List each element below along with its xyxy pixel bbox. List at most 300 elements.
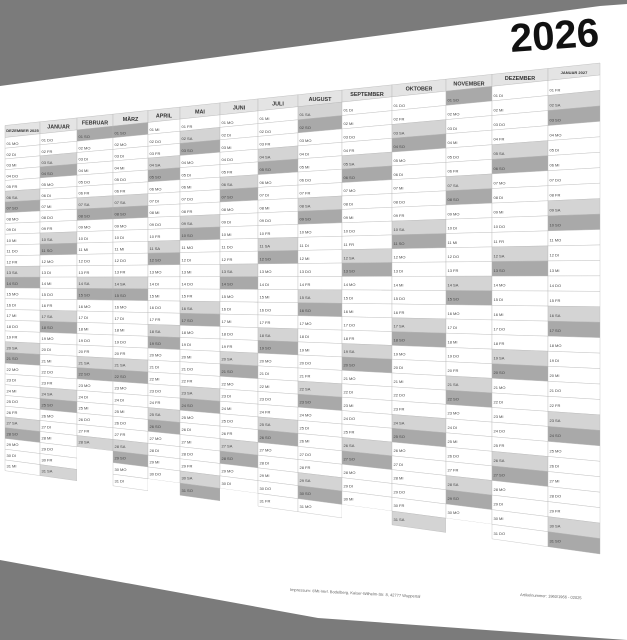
- day-label: 23 SA: [549, 418, 561, 424]
- day-label: 15 FR: [181, 293, 193, 299]
- day-label: 12 FR: [6, 259, 18, 265]
- day-label: 08 MI: [259, 205, 270, 211]
- day-label: 13 FR: [447, 268, 459, 274]
- day-label: 05 MO: [393, 158, 406, 164]
- day-label: 20 FR: [447, 367, 459, 373]
- calendar-grid: [5, 63, 600, 554]
- day-label: 24 DO: [343, 416, 356, 422]
- day-label: 02 MO: [78, 145, 91, 151]
- day-label: 01 FR: [181, 123, 193, 129]
- day-label: 09 MO: [114, 223, 127, 229]
- day-label: 02 SA: [181, 135, 193, 141]
- day-label: 28 SA: [447, 481, 459, 487]
- day-label: 09 FR: [393, 213, 405, 219]
- day-label: 01 SO: [447, 97, 459, 103]
- day-label: 06 SA: [6, 194, 18, 200]
- day-label: 10 SO: [181, 233, 193, 239]
- day-label: 02 MI: [343, 121, 354, 127]
- day-label: 09 DI: [6, 227, 17, 233]
- day-label: 23 DO: [259, 396, 272, 402]
- day-label: 23 DI: [221, 393, 232, 399]
- day-label: 09 SO: [299, 216, 311, 222]
- day-label: 30 FR: [41, 457, 53, 463]
- day-label: 01 MO: [6, 141, 19, 147]
- day-label: 20 FR: [114, 350, 126, 356]
- day-label: 05 FR: [6, 184, 18, 190]
- day-label: 20 MO: [149, 352, 162, 358]
- month-label: JUNI: [232, 105, 246, 112]
- day-label: 02 SO: [299, 125, 311, 131]
- day-label: 24 SA: [393, 420, 405, 426]
- day-label: 26 MI: [299, 438, 310, 444]
- day-label: 27 SO: [493, 472, 505, 478]
- day-label: 14 DI: [259, 281, 270, 287]
- month-label: DEZEMBER 2025: [6, 128, 39, 134]
- day-label: 06 SO: [343, 174, 355, 180]
- day-label: 22 SO: [447, 396, 459, 402]
- day-label: 14 SO: [221, 281, 233, 287]
- day-label: 17 DO: [493, 326, 506, 332]
- day-label: 11 DI: [299, 242, 309, 248]
- day-label: 24 SO: [549, 433, 561, 439]
- day-label: 17 SA: [41, 314, 53, 320]
- day-label: 26 DO: [114, 420, 127, 426]
- day-label: 16 FR: [41, 303, 53, 309]
- day-label: 10 DI: [78, 235, 89, 241]
- day-label: 15 SO: [78, 292, 90, 298]
- day-label: 13 FR: [114, 269, 126, 275]
- day-label: 22 DO: [393, 392, 406, 398]
- day-label: 01 SA: [299, 112, 311, 118]
- day-label: 24 SA: [41, 391, 53, 397]
- day-label: 22 DI: [343, 389, 354, 395]
- day-label: 05 FR: [221, 169, 233, 175]
- day-label: 18 MO: [181, 330, 194, 336]
- month-column: [220, 99, 258, 506]
- day-label: 10 DO: [343, 228, 356, 234]
- day-label: 16 MO: [114, 304, 127, 310]
- day-label: 14 MI: [393, 282, 404, 288]
- day-label: 22 MO: [221, 381, 234, 387]
- day-label: 17 MI: [6, 313, 17, 319]
- month-column: [258, 95, 298, 512]
- day-label: 13 MI: [181, 269, 192, 275]
- day-label: 07 FR: [299, 190, 311, 196]
- day-label: 18 MI: [78, 326, 89, 332]
- month-column: [77, 114, 113, 486]
- month-column: [5, 122, 40, 476]
- day-label: 30 MO: [114, 466, 127, 472]
- day-label: 28 SA: [78, 439, 90, 445]
- day-label: 20 MI: [181, 354, 192, 360]
- day-label: 12 SO: [259, 256, 271, 262]
- day-label: 28 DI: [259, 460, 270, 466]
- day-label: 13 MO: [149, 269, 162, 275]
- day-label: 27 MI: [549, 478, 560, 484]
- day-label: 20 MI: [549, 373, 560, 379]
- day-label: 03 FR: [149, 150, 161, 156]
- day-label: 25 MI: [78, 405, 89, 411]
- day-label: 21 SA: [78, 360, 90, 366]
- day-label: 13 FR: [78, 269, 90, 275]
- day-label: 11 FR: [493, 238, 505, 244]
- month-label: DEZEMBER: [504, 75, 536, 82]
- day-label: 09 DI: [221, 219, 232, 225]
- day-label: 13 DI: [41, 270, 52, 276]
- day-label: 31 SA: [393, 517, 405, 523]
- day-label: 18 DI: [299, 334, 310, 340]
- day-label: 18 FR: [343, 335, 355, 341]
- day-label: 24 MI: [221, 406, 232, 412]
- day-label: 05 DI: [181, 172, 192, 178]
- day-label: 06 MI: [549, 162, 560, 168]
- day-label: 01 DO: [393, 102, 406, 108]
- day-label: 14 DI: [149, 281, 160, 287]
- day-label: 21 MI: [41, 358, 52, 364]
- day-label: 22 SO: [78, 371, 90, 377]
- day-label: 01 DI: [493, 92, 504, 98]
- day-label: 18 SO: [393, 337, 405, 343]
- day-label: 30 DI: [221, 480, 232, 486]
- day-label: 23 MO: [114, 385, 127, 391]
- month-label: JULI: [272, 101, 284, 108]
- day-label: 07 MI: [41, 203, 52, 209]
- day-label: 10 MI: [6, 237, 17, 243]
- day-label: 15 MI: [149, 293, 160, 299]
- day-label: 25 SA: [149, 412, 161, 418]
- month-column: [392, 79, 446, 532]
- day-label: 19 MO: [41, 336, 54, 342]
- day-label: 01 DI: [343, 107, 354, 113]
- day-label: 03 FR: [259, 141, 271, 147]
- footer-publisher: Impressum: ©Mt-Verl. Bodelberg, Kaiser-Wilhelm-Str. 8, 42777 Wuppertal: [289, 587, 421, 599]
- month-label: JANUAR 2027: [560, 70, 588, 76]
- day-label: 12 DI: [549, 252, 560, 258]
- day-label: 30 DO: [149, 471, 162, 477]
- day-label: 07 MO: [343, 188, 356, 194]
- day-label: 06 DO: [299, 177, 312, 183]
- day-label: 26 FR: [6, 409, 18, 415]
- day-label: 08 DI: [343, 201, 354, 207]
- day-label: 12 DO: [78, 258, 91, 264]
- day-label: 16 DO: [259, 307, 272, 313]
- day-label: 14 SA: [114, 281, 126, 287]
- day-label: 29 MI: [259, 473, 270, 479]
- day-label: 31 MO: [299, 504, 312, 510]
- day-label: 25 SA: [259, 422, 271, 428]
- day-label: 20 MO: [259, 358, 272, 364]
- day-label: 26 DO: [447, 453, 460, 459]
- day-label: 11 SA: [149, 245, 161, 251]
- day-label: 04 SO: [41, 170, 53, 176]
- month-label: APRIL: [155, 113, 173, 120]
- day-label: 23 MI: [343, 402, 354, 408]
- day-label: 24 MI: [6, 388, 17, 394]
- day-label: 03 DO: [343, 134, 356, 140]
- day-label: 19 FR: [221, 343, 233, 349]
- day-label: 08 SO: [114, 211, 126, 217]
- day-label: 18 DO: [6, 323, 19, 329]
- day-label: 04 FR: [343, 147, 355, 153]
- day-label: 08 DO: [393, 199, 406, 205]
- day-label: 03 MO: [299, 138, 312, 144]
- day-label: 14 MO: [493, 282, 506, 288]
- day-label: 30 DI: [6, 452, 17, 458]
- day-label: 29 SO: [447, 495, 459, 501]
- day-label: 15 DI: [343, 295, 354, 301]
- day-label: 21 SO: [221, 368, 233, 374]
- day-label: 19 DO: [78, 337, 91, 343]
- day-label: 13 SA: [221, 269, 233, 275]
- month-column: [180, 103, 220, 501]
- day-label: 28 MI: [41, 435, 52, 441]
- day-label: 19 SA: [343, 349, 355, 355]
- day-label: 29 FR: [181, 463, 193, 469]
- day-label: 27 MO: [259, 447, 272, 453]
- day-label: 09 DO: [149, 222, 162, 228]
- day-label: 07 MI: [393, 185, 404, 191]
- day-label: 08 MO: [6, 216, 19, 222]
- day-label: 01 SO: [78, 134, 90, 140]
- day-label: 28 MI: [393, 475, 404, 481]
- day-label: 12 DI: [181, 257, 192, 263]
- day-label: 03 SO: [549, 117, 561, 123]
- day-label: 28 SA: [114, 443, 126, 449]
- day-label: 03 MI: [221, 144, 232, 150]
- day-label: 09 MO: [447, 211, 460, 217]
- day-label: 23 DO: [149, 388, 162, 394]
- day-label: 29 FR: [549, 508, 561, 514]
- day-label: 19 DO: [114, 339, 127, 345]
- day-label: 15 SA: [299, 295, 311, 301]
- day-label: 12 SA: [343, 255, 355, 261]
- day-label: 22 SA: [299, 386, 311, 392]
- day-label: 16 SO: [299, 308, 311, 314]
- day-label: 11 MI: [447, 239, 458, 245]
- day-label: 01 SO: [114, 130, 126, 136]
- day-label: 05 MI: [299, 164, 310, 170]
- year-title: 2026: [508, 10, 601, 61]
- day-label: 24 DI: [78, 394, 89, 400]
- day-label: 03 SA: [393, 130, 405, 136]
- day-label: 07 MO: [493, 180, 506, 186]
- day-label: 27 FR: [114, 432, 126, 438]
- day-label: 16 MI: [493, 311, 504, 317]
- day-label: 27 SO: [343, 456, 355, 462]
- day-label: 02 FR: [41, 148, 53, 154]
- month-column: [492, 68, 548, 546]
- day-label: 17 SA: [393, 323, 405, 329]
- day-label: 29 MO: [221, 468, 234, 474]
- day-label: 07 SO: [221, 194, 233, 200]
- day-label: 02 DO: [149, 138, 162, 144]
- day-label: 03 DI: [114, 153, 125, 159]
- day-label: 04 DO: [6, 173, 19, 179]
- day-label: 29 DI: [493, 501, 504, 507]
- day-label: 28 MO: [343, 469, 356, 475]
- day-label: 23 MO: [78, 383, 91, 389]
- day-label: 23 MI: [493, 414, 504, 420]
- day-label: 28 DO: [549, 493, 562, 499]
- day-label: 27 FR: [78, 428, 90, 434]
- day-label: 29 MI: [149, 459, 160, 465]
- day-label: 09 FR: [41, 225, 53, 231]
- day-label: 04 MI: [78, 168, 89, 174]
- day-label: 19 DO: [447, 353, 460, 359]
- day-label: 04 MO: [181, 160, 194, 166]
- day-label: 11 SO: [393, 240, 405, 246]
- day-label: 24 DI: [447, 424, 458, 430]
- day-label: 05 SO: [149, 174, 161, 180]
- day-label: 23 MO: [447, 410, 460, 416]
- day-label: 21 DO: [549, 388, 562, 394]
- month-label: AUGUST: [308, 96, 332, 103]
- day-label: 02 MI: [493, 107, 504, 113]
- day-label: 06 FR: [114, 188, 126, 194]
- day-label: 19 SO: [259, 345, 271, 351]
- day-label: 02 FR: [393, 116, 405, 122]
- month-column: [40, 118, 77, 481]
- day-label: 06 SO: [493, 165, 505, 171]
- day-label: 30 MI: [343, 496, 354, 502]
- day-label: 30 MI: [493, 516, 504, 522]
- day-label: 16 MO: [78, 303, 91, 309]
- day-label: 11 MO: [549, 237, 562, 243]
- day-label: 22 MI: [149, 376, 160, 382]
- day-label: 30 FR: [393, 503, 405, 509]
- day-label: 17 DI: [78, 315, 89, 321]
- day-label: 21 DI: [149, 364, 160, 370]
- day-label: 27 MI: [181, 439, 192, 445]
- day-label: 01 MI: [259, 116, 270, 122]
- day-label: 11 MI: [114, 246, 125, 252]
- day-label: 24 FR: [149, 400, 161, 406]
- footer-order: Artikelnummer: 1960/1966 - 02025: [519, 592, 582, 601]
- day-label: 16 MO: [447, 310, 460, 316]
- day-label: 15 MI: [259, 294, 270, 300]
- day-label: 24 FR: [259, 409, 271, 415]
- day-label: 04 DO: [221, 157, 234, 163]
- month-label: NOVEMBER: [453, 81, 485, 88]
- day-label: 25 MO: [549, 448, 562, 454]
- day-label: 07 DI: [259, 192, 270, 198]
- day-label: 08 FR: [181, 208, 193, 214]
- day-label: 18 FR: [493, 341, 505, 347]
- day-label: 25 MO: [181, 415, 194, 421]
- day-label: 10 FR: [149, 233, 161, 239]
- day-label: 18 SA: [149, 328, 161, 334]
- day-label: 01 MO: [221, 119, 234, 125]
- day-label: 16 SA: [549, 312, 561, 318]
- day-label: 04 DI: [299, 151, 310, 157]
- day-label: 19 FR: [6, 334, 18, 340]
- day-label: 11 MO: [181, 245, 194, 251]
- day-label: 07 SA: [447, 182, 459, 188]
- day-label: 10 SA: [41, 236, 53, 242]
- day-label: 23 FR: [41, 380, 53, 386]
- day-label: 04 FR: [493, 136, 505, 142]
- day-label: 01 FR: [549, 87, 561, 93]
- day-label: 06 FR: [78, 190, 90, 196]
- day-label: 17 FR: [149, 317, 161, 323]
- day-label: 13 DI: [393, 268, 404, 274]
- day-label: 26 MO: [393, 447, 406, 453]
- day-label: 29 DO: [393, 489, 406, 495]
- day-label: 29 SA: [299, 477, 311, 483]
- day-label: 26 SA: [343, 443, 355, 449]
- day-label: 03 DI: [447, 125, 458, 131]
- day-label: 28 FR: [299, 464, 311, 470]
- day-label: 24 MO: [299, 412, 312, 418]
- day-label: 16 FR: [393, 309, 405, 315]
- month-column: [548, 63, 600, 554]
- day-label: 13 SA: [6, 270, 18, 276]
- day-label: 19 SA: [493, 355, 505, 361]
- day-label: 21 MI: [393, 378, 404, 384]
- month-column: [446, 74, 492, 539]
- day-label: 05 DO: [114, 176, 127, 182]
- day-label: 28 SO: [221, 455, 233, 461]
- day-label: 26 DI: [181, 427, 192, 433]
- day-label: 08 MI: [149, 210, 160, 216]
- day-label: 08 FR: [549, 192, 561, 198]
- day-label: 21 MO: [493, 384, 506, 390]
- day-label: 20 DI: [41, 347, 52, 353]
- day-label: 31 DO: [493, 530, 506, 536]
- day-label: 19 MI: [299, 347, 310, 353]
- day-label: 29 MO: [6, 442, 19, 448]
- day-label: 25 DO: [221, 418, 234, 424]
- day-label: 29 DO: [41, 446, 54, 452]
- day-label: 07 SO: [6, 205, 18, 211]
- day-label: 30 SA: [181, 475, 193, 481]
- day-label: 03 SO: [181, 148, 193, 154]
- day-label: 09 MO: [78, 224, 91, 230]
- day-label: 14 MO: [343, 282, 356, 288]
- day-label: 15 DO: [393, 296, 406, 302]
- day-label: 25 DI: [299, 425, 310, 431]
- day-label: 26 SO: [149, 423, 161, 429]
- day-label: 07 SA: [78, 201, 90, 207]
- day-label: 25 SO: [393, 434, 405, 440]
- day-label: 18 SA: [259, 332, 271, 338]
- day-label: 26 DI: [549, 463, 560, 469]
- day-label: 02 MO: [114, 142, 127, 148]
- day-label: 11 SA: [259, 243, 271, 249]
- day-cell: [548, 152, 600, 170]
- day-label: 15 MO: [6, 291, 19, 297]
- day-label: 15 MO: [221, 294, 234, 300]
- day-label: 31 DI: [114, 478, 125, 484]
- day-label: 30 SO: [299, 490, 311, 496]
- day-label: 23 SO: [299, 399, 311, 405]
- day-label: 18 MI: [447, 339, 458, 345]
- day-label: 08 DO: [41, 214, 54, 220]
- day-label: 19 MO: [393, 351, 406, 357]
- day-label: 02 DI: [6, 151, 17, 157]
- day-label: 28 SO: [6, 431, 18, 437]
- day-label: 24 SO: [181, 402, 193, 408]
- day-label: 11 SO: [41, 247, 53, 253]
- day-label: 12 MI: [299, 255, 310, 261]
- day-label: 25 FR: [343, 429, 355, 435]
- day-label: 30 MO: [447, 510, 460, 516]
- month-column: [298, 90, 342, 518]
- day-label: 14 MI: [41, 281, 52, 287]
- day-label: 25 FR: [493, 443, 505, 449]
- day-label: 11 DO: [6, 248, 18, 254]
- day-label: 11 FR: [343, 241, 355, 247]
